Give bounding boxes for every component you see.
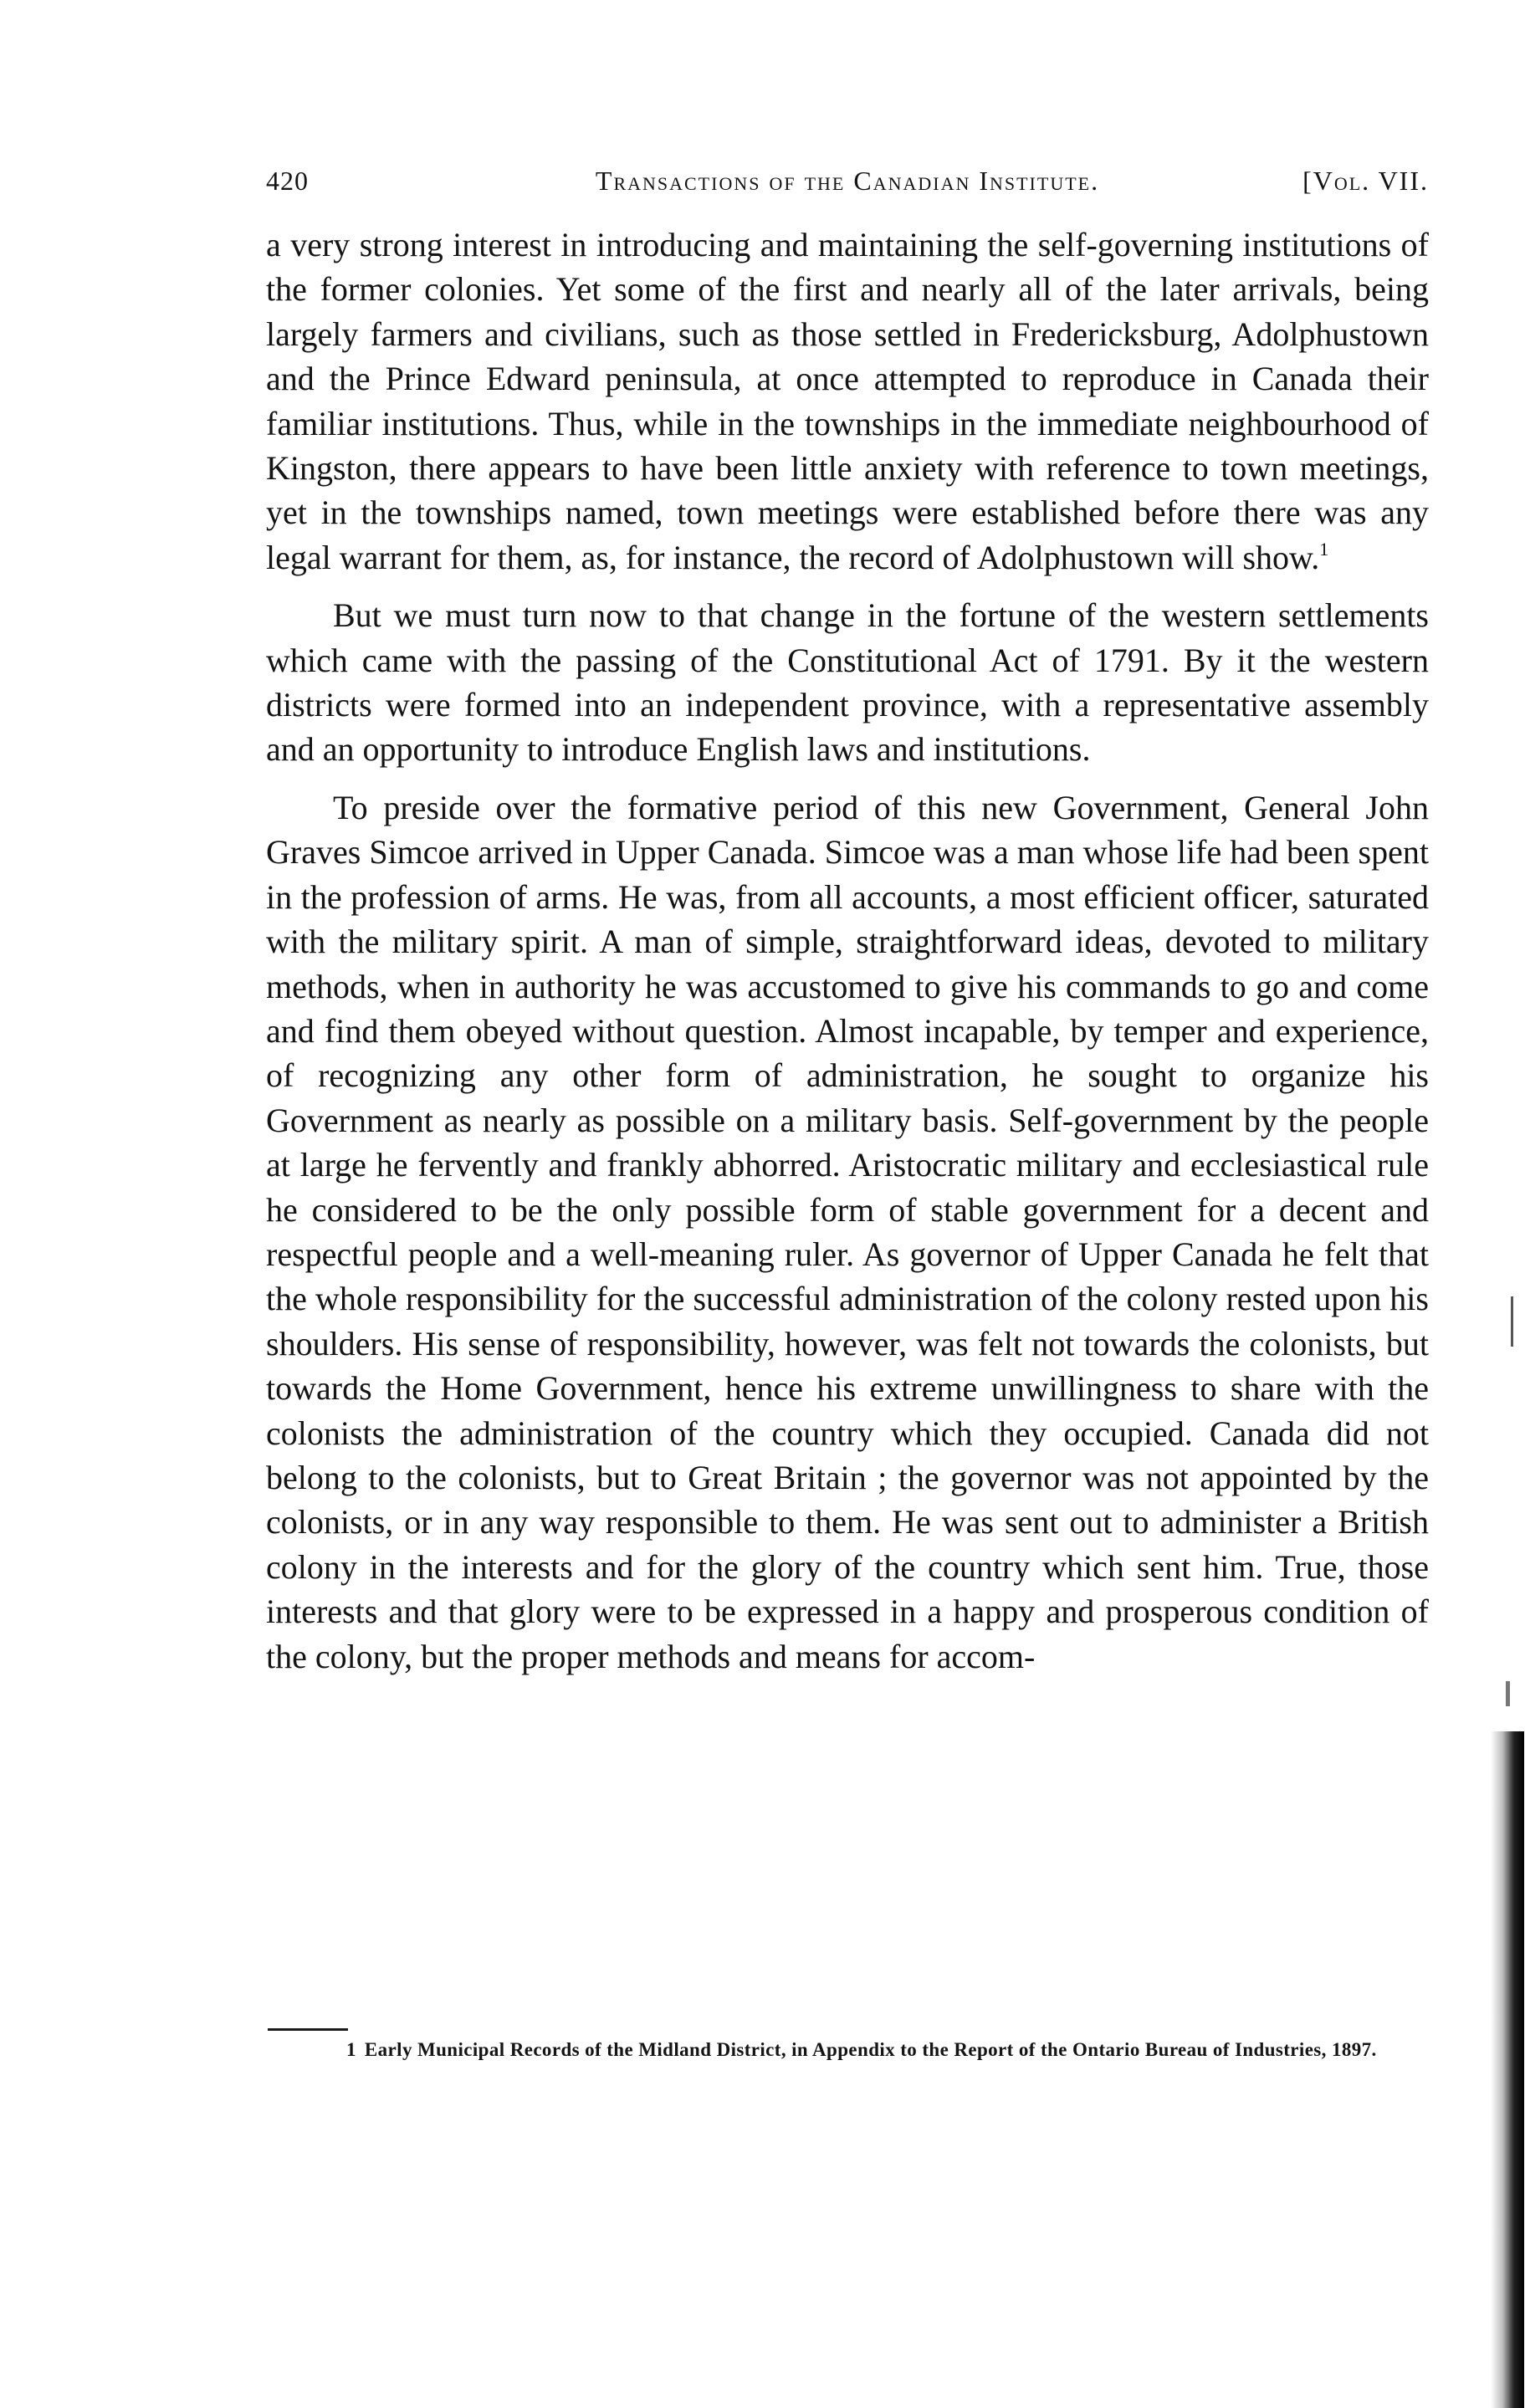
scan-edge-shadow (1491, 1731, 1524, 2408)
paragraph (266, 785, 1429, 1679)
volume-label: [Vol. VII. (1302, 166, 1429, 196)
paragraph (266, 593, 1429, 772)
footnote (266, 2036, 1429, 2064)
page-number: 420 (266, 166, 309, 196)
footnote-text: Early Municipal Records of the Midland District, in Appendix to the Report of the Ontario Bureau of Industries, 1897. (364, 2039, 1377, 2060)
scan-artifact (1506, 1681, 1510, 1706)
scan-artifact (1511, 1296, 1513, 1347)
body-text (266, 222, 1429, 1679)
paragraph-continued (266, 222, 1429, 580)
running-title: Transactions of the Canadian Institute. (595, 166, 1100, 196)
footnote-reference: 1 (1319, 538, 1329, 560)
footnote-mark: 1 (346, 2039, 356, 2060)
paragraph-text: To preside over the formative period of this new Government, General John Graves Simcoe arrived in Upper Canada. Simcoe was a man whose life had been spent in the profession of arms. He was, from all accounts, a most efficient officer, saturated with the military spirit. A man of simple, straightforward ideas, devoted to military methods, when in authority he was accustomed to give his commands to go and come and find them obeyed without question. Almost incapable, by temper and experience, of recognizing any other form of administration, he sought to organize his Government as nearly as possible on a military basis. Self-government by the people at large he fervently and frankly abhorred. Aristocratic military and ecclesiastical rule he considered to be the only possible form of stable government for a decent and respectful people and a well-meaning ruler. As governor of Upper Canada he felt that the whole responsibility for the successful administration of the colony rested upon his shoulders. His sense of responsibility, however, was felt not towards the colonists, but towards the Home Government, hence his extreme unwillingness to share with the colonists the administration of the country which they occupied. Canada did not belong to the colonists, but to Great Britain ; the governor was not appointed by the colonists, or in any way responsible to them. He was sent out to administer a British colony in the interests and for the glory of the country which sent him. True, those interests and that glory were to be expressed in a happy and prosperous condition of the colony, but the proper methods and means for accom- (266, 788, 1429, 1675)
paragraph-text: But we must turn now to that change in the fortune of the western settlements which came with the passing of the Constitutional Act of 1791. By it the western districts were formed into an independent province, with a representative assembly and an opportunity to introduce English laws and institutions. (266, 596, 1429, 769)
running-header (266, 166, 1429, 206)
paragraph-text: a very strong interest in introducing and maintaining the self-governing institutions of the former colonies. Yet some of the first and nearly all of the later arrivals, being largely farmers and civilians, such as those settled in Fredericksburg, Adolphustown and the Prince Edward peninsula, at once attempted to reproduce in Canada their familiar institutions. Thus, while in the townships in the immediate neighbourhood of Kingston, there appears to have been little anxiety with reference to town meetings, yet in the townships named, town meetings were established before there was any legal warrant for them, as, for instance, the record of Adolphustown will show. (266, 226, 1429, 576)
footnote-rule (268, 2028, 348, 2031)
